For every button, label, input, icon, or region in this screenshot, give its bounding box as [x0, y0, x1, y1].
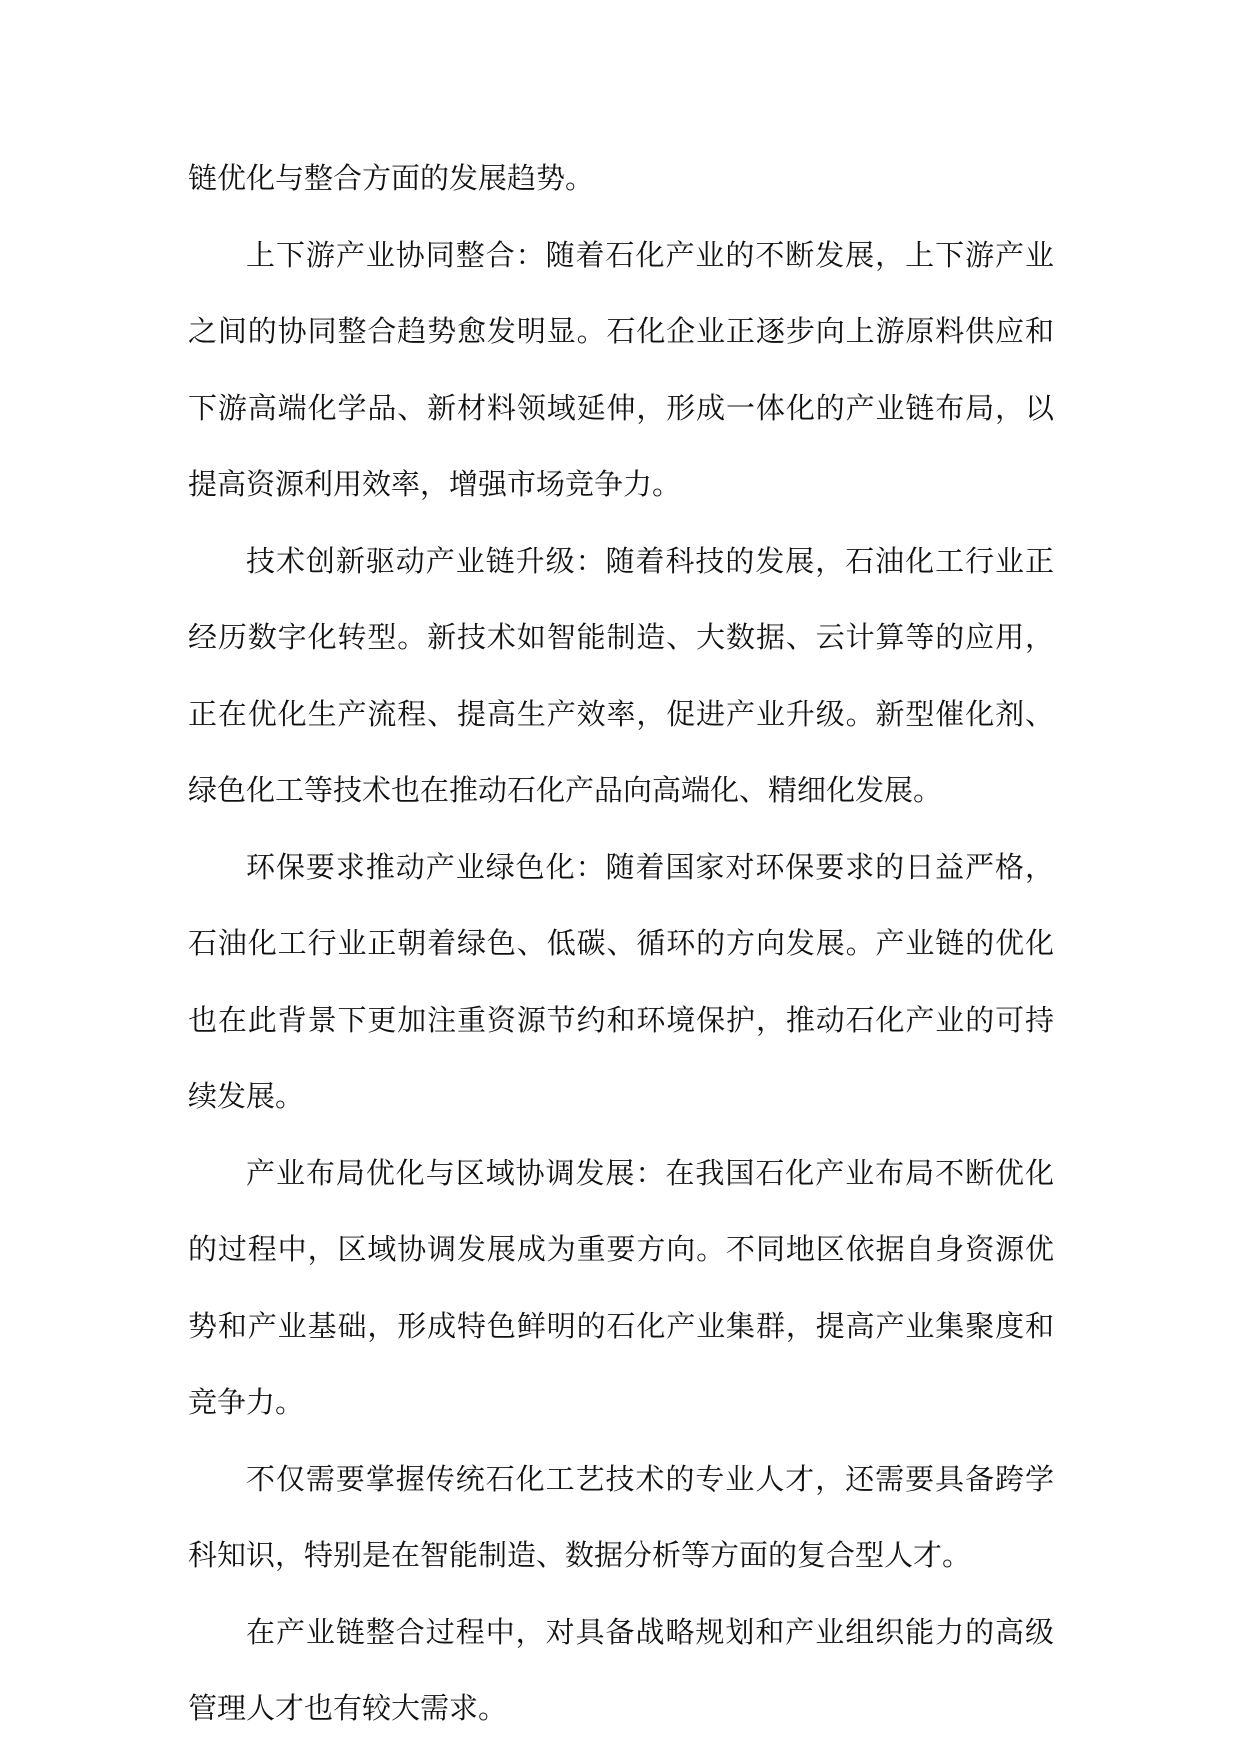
paragraph-management-talent: 在产业链整合过程中，对具备战略规划和产业组织能力的高级管理人才也有较大需求。 — [188, 1614, 1054, 1725]
paragraph-upstream-downstream-integration: 上下游产业协同整合：随着石化产业的不断发展，上下游产业之间的协同整合趋势愈发明显。石化企业正逐步向上游原料供应和下游高端化学品、新材料领域延伸，形成一体化的产业链布局，以提高资源利用效率，增强市场竞争力。 — [188, 237, 1054, 501]
document-body — [188, 140, 1054, 1747]
paragraph-talent-needs: 不仅需要掌握传统石化工艺技术的专业人才，还需要具备跨学科知识，特别是在智能制造、数据分析等方面的复合型人才。 — [188, 1461, 1054, 1572]
paragraph-regional-layout: 产业布局优化与区域协调发展：在我国石化产业布局不断优化的过程中，区域协调发展成为重要方向。不同地区依据自身资源优势和产业基础，形成特色鲜明的石化产业集群，提高产业集聚度和竞争力。 — [188, 1155, 1054, 1419]
paragraph-green-development: 环保要求推动产业绿色化：随着国家对环保要求的日益严格，石油化工行业正朝着绿色、低碳、循环的方向发展。产业链的优化也在此背景下更加注重资源节约和环境保护，推动石化产业的可持续发展。 — [188, 849, 1054, 1113]
paragraph-continuation: 链优化与整合方面的发展趋势。 — [188, 161, 595, 195]
paragraph-technology-innovation: 技术创新驱动产业链升级：随着科技的发展，石油化工行业正经历数字化转型。新技术如智能制造、大数据、云计算等的应用，正在优化生产流程、提高生产效率，促进产业升级。新型催化剂、绿色化工等技术也在推动石化产品向高端化、精细化发展。 — [188, 543, 1054, 807]
